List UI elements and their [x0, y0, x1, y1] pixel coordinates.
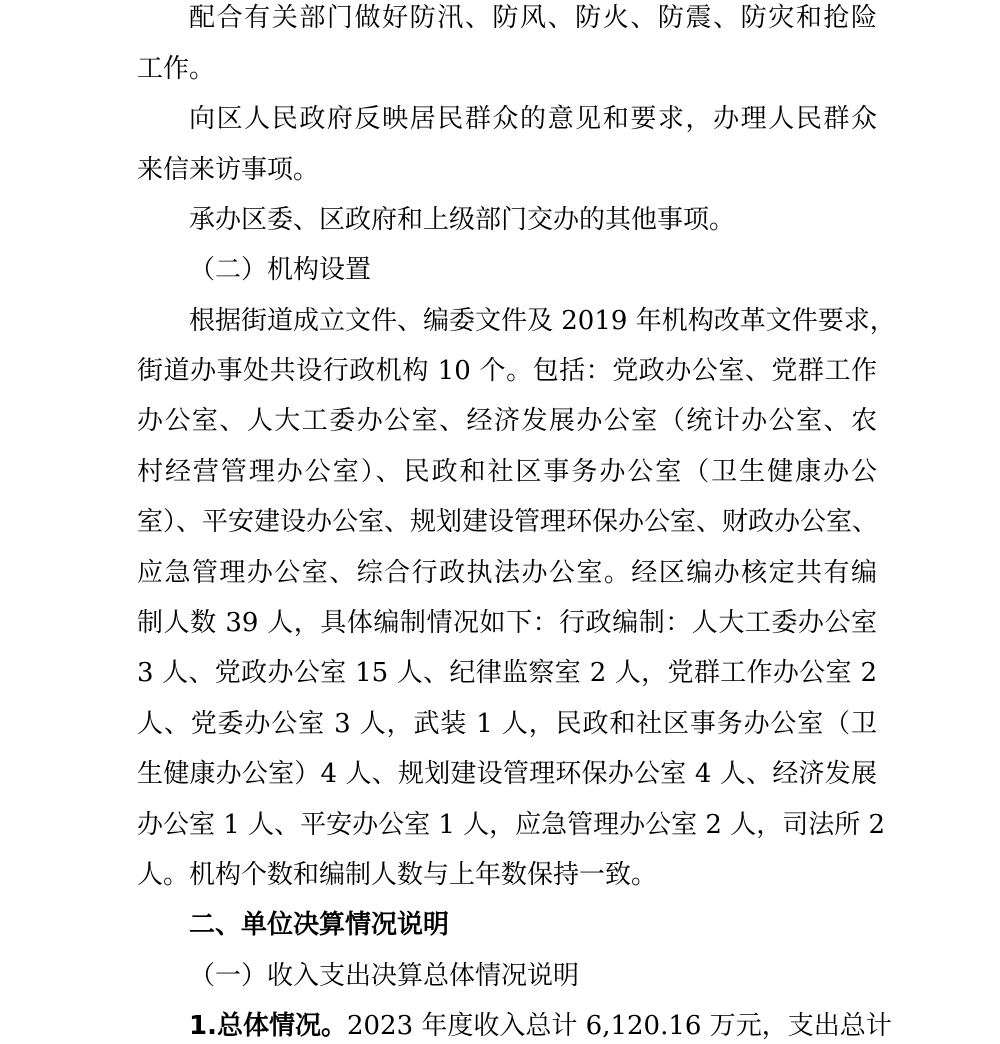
- paragraph-line: 来信来访事项。: [137, 155, 320, 185]
- paragraph-line: 办公室 1 人、平安办公室 1 人，应急管理办公室 2 人，司法所 2: [137, 810, 886, 840]
- paragraph-line: 办公室、人大工委办公室、经济发展办公室（统计办公室、农: [137, 406, 877, 436]
- paragraph-line: 工作。: [137, 54, 216, 84]
- paragraph-line: 室）、平安建设办公室、规划建设管理环保办公室、财政办公室、: [137, 507, 879, 537]
- paragraph-line: [189, 1008, 892, 1044]
- paragraph-line: 承办区委、区政府和上级部门交办的其他事项。: [189, 205, 736, 235]
- section-heading-org-setup: （二）机构设置: [189, 255, 372, 285]
- paragraph-line: 配合有关部门做好防汛、防风、防火、防震、防灾和抢险: [189, 3, 877, 33]
- subsection-heading-income-expenditure: （一）收入支出决算总体情况说明: [189, 961, 580, 991]
- paragraph-line: 村经营管理办公室）、民政和社区事务办公室（卫生健康办公: [137, 457, 877, 487]
- paragraph-line: 应急管理办公室、综合行政执法办公室。经区编办核定共有编: [137, 558, 877, 588]
- section-heading-budget-explanation: 二、单位决算情况说明: [189, 910, 450, 940]
- paragraph-line: 3 人、党政办公室 15 人、纪律监察室 2 人，党群工作办公室 2: [137, 658, 877, 688]
- overall-situation-text: 2023 年度收入总计 6,120.16 万元，支出总计: [346, 1011, 892, 1041]
- paragraph-line: 人。机构个数和编制人数与上年数保持一致。: [137, 860, 658, 890]
- paragraph-line: 人、党委办公室 3 人，武装 1 人，民政和社区事务办公室（卫: [137, 709, 877, 739]
- paragraph-line: 街道办事处共设行政机构 10 个。包括：党政办公室、党群工作: [137, 356, 877, 386]
- paragraph-line: 向区人民政府反映居民群众的意见和要求，办理人民群众: [189, 104, 877, 134]
- overall-situation-label: 1.总体情况。: [189, 1011, 347, 1041]
- paragraph-line: 生健康办公室）4 人、规划建设管理环保办公室 4 人、经济发展: [137, 759, 877, 789]
- paragraph-line: 根据街道成立文件、编委文件及 2019 年机构改革文件要求，: [189, 306, 896, 336]
- paragraph-line: 制人数 39 人，具体编制情况如下：行政编制：人大工委办公室: [137, 608, 877, 638]
